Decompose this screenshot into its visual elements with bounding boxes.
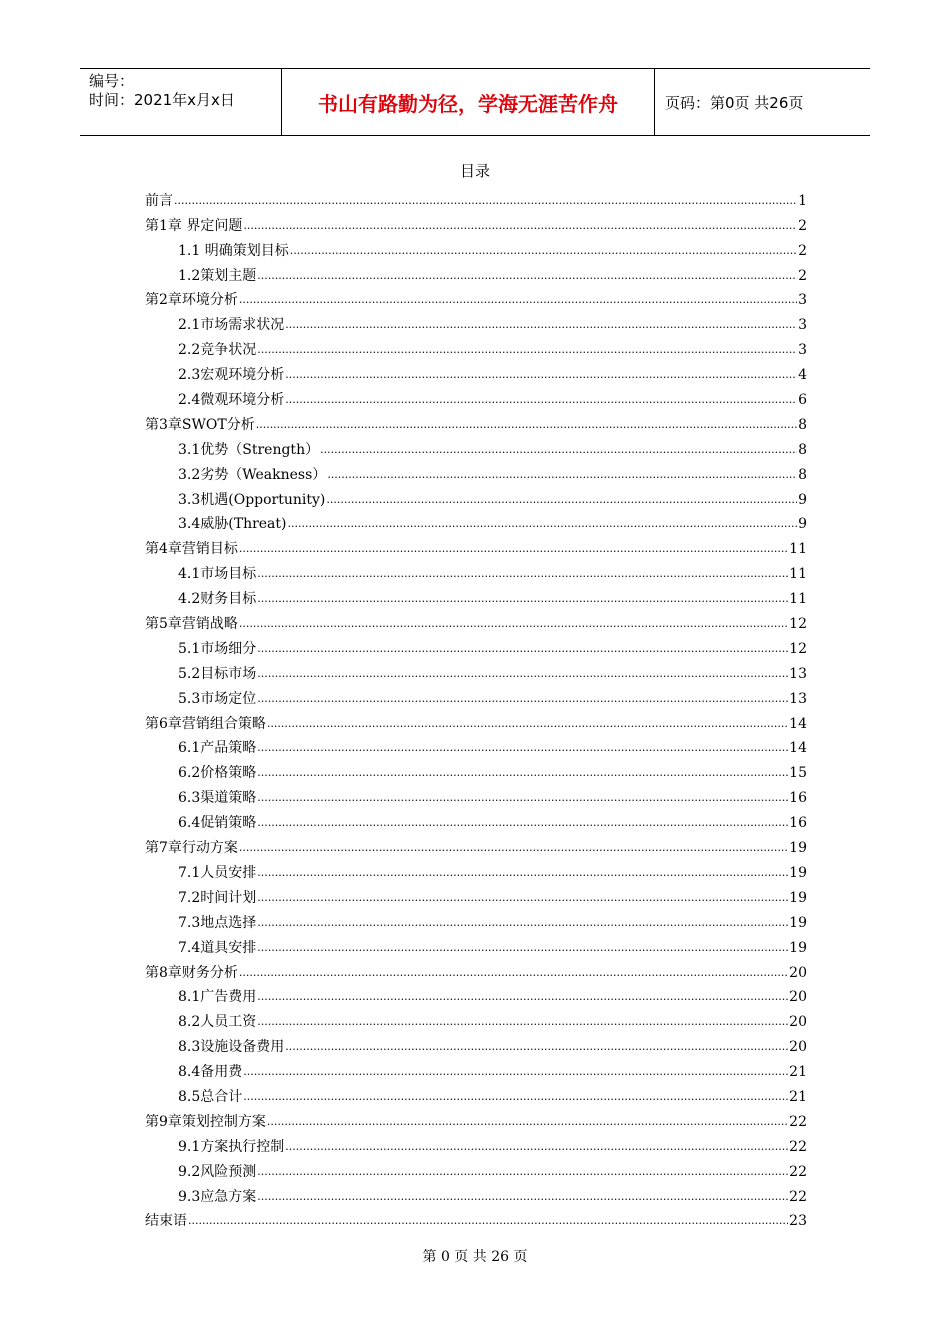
toc-entry-label: 第3章SWOT分析 — [145, 416, 255, 433]
toc-entry[interactable] — [145, 932, 807, 957]
toc-entry-label: 1.2策划主题 — [178, 267, 257, 284]
toc-entry-page: 11 — [789, 541, 807, 558]
toc-dot-leader — [257, 789, 788, 807]
toc-entry-label: 第4章营销目标 — [145, 541, 238, 558]
toc-dot-leader — [257, 267, 797, 285]
toc-dot-leader — [257, 1013, 788, 1031]
toc-entry-page: 12 — [789, 616, 807, 633]
toc-entry-page: 22 — [789, 1163, 807, 1180]
toc-entry[interactable] — [145, 185, 807, 210]
toc-entry[interactable] — [145, 1156, 807, 1181]
toc-entry[interactable] — [145, 757, 807, 782]
toc-dot-leader — [257, 590, 788, 608]
toc-entry[interactable] — [145, 1181, 807, 1206]
toc-dot-leader — [285, 391, 797, 409]
toc-entry[interactable] — [145, 708, 807, 733]
toc-entry-page: 22 — [789, 1188, 807, 1205]
toc-entry-page: 14 — [789, 740, 807, 757]
toc-entry-page: 19 — [789, 889, 807, 906]
toc-dot-leader — [239, 540, 788, 558]
toc-entry[interactable] — [145, 982, 807, 1007]
toc-entry[interactable] — [145, 1106, 807, 1131]
toc-dot-leader — [239, 615, 788, 633]
toc-entry[interactable] — [145, 1031, 807, 1056]
toc-entry-label: 2.3宏观环境分析 — [178, 367, 285, 384]
toc-entry[interactable] — [145, 434, 807, 459]
toc-entry[interactable] — [145, 1081, 807, 1106]
toc-dot-leader — [320, 441, 797, 459]
toc-entry-page: 9 — [798, 491, 807, 508]
toc-dot-leader — [257, 1188, 788, 1206]
header-page-cell — [655, 69, 870, 135]
toc-dot-leader — [239, 839, 788, 857]
toc-entry-page: 16 — [789, 815, 807, 832]
toc-entry-label: 5.1市场细分 — [178, 640, 257, 657]
toc-entry-page: 14 — [789, 715, 807, 732]
toc-entry-label: 8.1广告费用 — [178, 989, 257, 1006]
toc-dot-leader — [285, 1038, 788, 1056]
toc-entry-label: 2.4微观环境分析 — [178, 392, 285, 409]
toc-dot-leader — [257, 565, 788, 583]
toc-entry[interactable] — [145, 285, 807, 310]
toc-entry-label: 9.3应急方案 — [178, 1188, 257, 1205]
toc-entry[interactable] — [145, 359, 807, 384]
toc-dot-leader — [257, 690, 788, 708]
toc-entry-label: 前言 — [145, 192, 173, 209]
toc-entry-label: 4.2财务目标 — [178, 591, 257, 608]
toc-entry-label: 第1章 界定问题 — [145, 217, 243, 234]
toc-entry-page: 16 — [789, 790, 807, 807]
toc-entry[interactable] — [145, 558, 807, 583]
toc-entry[interactable] — [145, 882, 807, 907]
toc-entry-label: 2.2竞争状况 — [178, 342, 257, 359]
toc-entry-page: 8 — [798, 416, 807, 433]
toc-entry[interactable] — [145, 235, 807, 260]
toc-entry[interactable] — [145, 1056, 807, 1081]
toc-dot-leader — [239, 291, 797, 309]
toc-entry-page: 15 — [789, 765, 807, 782]
toc-entry-label: 8.2人员工资 — [178, 1014, 257, 1031]
document-time-label: 时间：2021年x月x日 — [89, 91, 235, 109]
toc-entry-page: 8 — [798, 466, 807, 483]
toc-entry[interactable] — [145, 1206, 807, 1231]
toc-entry-page: 19 — [789, 914, 807, 931]
page-footer: 第 0 页 共 26 页 — [422, 1249, 528, 1265]
toc-dot-leader — [290, 242, 797, 260]
toc-dot-leader — [257, 939, 788, 957]
toc-entry-page: 2 — [798, 217, 807, 234]
toc-entry-label: 5.3市场定位 — [178, 690, 257, 707]
toc-entry-label: 4.1市场目标 — [178, 566, 257, 583]
toc-entry[interactable] — [145, 832, 807, 857]
toc-entry[interactable] — [145, 509, 807, 534]
toc-entry-label: 7.1人员安排 — [178, 864, 257, 881]
toc-entry-label: 2.1市场需求状况 — [178, 317, 285, 334]
toc-entry-page: 20 — [789, 1039, 807, 1056]
toc-entry-label: 第9章策划控制方案 — [145, 1113, 266, 1130]
toc-entry-page: 13 — [789, 690, 807, 707]
toc-dot-leader — [257, 1163, 788, 1181]
toc-dot-leader — [243, 1063, 788, 1081]
toc-entry-page: 6 — [798, 392, 807, 409]
header-motto-cell — [282, 69, 655, 135]
toc-entry[interactable] — [145, 409, 807, 434]
toc-entry-label: 5.2目标市场 — [178, 665, 257, 682]
toc-dot-leader — [257, 640, 788, 658]
toc-entry[interactable] — [145, 807, 807, 832]
toc-entry-page: 4 — [798, 367, 807, 384]
toc-entry-label: 9.1方案执行控制 — [178, 1138, 285, 1155]
toc-entry-page: 8 — [798, 441, 807, 458]
toc-dot-leader — [174, 192, 797, 210]
toc-entry[interactable] — [145, 1006, 807, 1031]
toc-entry[interactable] — [145, 658, 807, 683]
toc-entry[interactable] — [145, 384, 807, 409]
toc-dot-leader — [257, 341, 797, 359]
toc-dot-leader — [257, 988, 788, 1006]
toc-entry-label: 8.5总合计 — [178, 1088, 243, 1105]
toc-entry-page: 19 — [789, 864, 807, 881]
toc-entry-page: 11 — [789, 566, 807, 583]
toc-dot-leader — [288, 515, 798, 533]
toc-entry-page: 13 — [789, 665, 807, 682]
toc-entry-label: 3.2劣势（Weakness） — [178, 466, 327, 483]
toc-entry[interactable] — [145, 334, 807, 359]
header-info-cell — [80, 69, 282, 135]
toc-dot-leader — [326, 491, 797, 509]
toc-entry-label: 6.1产品策略 — [178, 740, 257, 757]
toc-entry[interactable] — [145, 583, 807, 608]
toc-dot-leader — [257, 665, 788, 683]
toc-dot-leader — [243, 1088, 788, 1106]
toc-entry[interactable] — [145, 857, 807, 882]
toc-dot-leader — [257, 739, 788, 757]
toc-entry[interactable] — [145, 608, 807, 633]
toc-entry-page: 1 — [798, 192, 807, 209]
toc-entry-label: 结束语 — [145, 1213, 187, 1230]
toc-entry-label: 1.1 明确策划目标 — [178, 242, 289, 259]
toc-entry-page: 22 — [789, 1138, 807, 1155]
toc-entry-label: 6.3渠道策略 — [178, 790, 257, 807]
header-motto: 书山有路勤为径，学海无涯苦作舟 — [318, 91, 618, 116]
toc-dot-leader — [257, 889, 788, 907]
toc-dot-leader — [327, 466, 797, 484]
document-number-label: 编号： — [89, 72, 135, 90]
toc-dot-leader — [285, 316, 797, 334]
toc-entry[interactable] — [145, 260, 807, 285]
toc-entry-label: 第7章行动方案 — [145, 840, 238, 857]
toc-dot-leader — [257, 914, 788, 932]
toc-entry-label: 7.4道具安排 — [178, 939, 257, 956]
toc-entry[interactable] — [145, 907, 807, 932]
toc-entry[interactable] — [145, 633, 807, 658]
toc-dot-leader — [239, 964, 788, 982]
toc-entry-label: 3.1优势（Strength） — [178, 441, 320, 458]
toc-entry-label: 第5章营销战略 — [145, 616, 238, 633]
toc-entry-page: 3 — [798, 342, 807, 359]
toc-entry-page: 3 — [798, 317, 807, 334]
toc-entry[interactable] — [145, 683, 807, 708]
page-header — [80, 68, 870, 136]
toc-entry-page: 20 — [789, 989, 807, 1006]
toc-dot-leader — [243, 217, 797, 235]
toc-entry-page: 2 — [798, 242, 807, 259]
toc-dot-leader — [188, 1212, 788, 1230]
toc-dot-leader — [285, 366, 797, 384]
toc-entry-page: 21 — [789, 1064, 807, 1081]
toc-entry-page: 19 — [789, 939, 807, 956]
toc-entry[interactable] — [145, 733, 807, 758]
toc-entry-label: 第2章环境分析 — [145, 292, 238, 309]
toc-entry[interactable] — [145, 210, 807, 235]
toc-entry-page: 2 — [798, 267, 807, 284]
toc-dot-leader — [257, 814, 788, 832]
toc-entry[interactable] — [145, 533, 807, 558]
table-of-contents — [145, 185, 807, 1230]
toc-entry-page: 21 — [789, 1088, 807, 1105]
toc-entry-label: 8.3设施设备费用 — [178, 1039, 285, 1056]
toc-title: 目录 — [459, 162, 490, 180]
toc-entry-label: 9.2风险预测 — [178, 1163, 257, 1180]
toc-dot-leader — [257, 764, 788, 782]
toc-entry-label: 6.4促销策略 — [178, 815, 257, 832]
toc-entry-page: 23 — [789, 1213, 807, 1230]
toc-entry[interactable] — [145, 957, 807, 982]
toc-entry-page: 20 — [789, 1014, 807, 1031]
toc-entry-page: 22 — [789, 1113, 807, 1130]
toc-dot-leader — [285, 1138, 788, 1156]
toc-entry-page: 9 — [798, 516, 807, 533]
toc-entry-label: 3.4威胁(Threat) — [178, 516, 287, 533]
toc-entry[interactable] — [145, 484, 807, 509]
toc-entry-page: 3 — [798, 292, 807, 309]
toc-entry-page: 20 — [789, 964, 807, 981]
toc-entry-label: 7.2时间计划 — [178, 889, 257, 906]
toc-entry-label: 第6章营销组合策略 — [145, 715, 266, 732]
toc-dot-leader — [267, 715, 788, 733]
toc-entry[interactable] — [145, 782, 807, 807]
toc-entry-page: 19 — [789, 840, 807, 857]
toc-entry-label: 7.3地点选择 — [178, 914, 257, 931]
toc-entry-label: 6.2价格策略 — [178, 765, 257, 782]
toc-dot-leader — [256, 416, 797, 434]
toc-entry[interactable] — [145, 459, 807, 484]
toc-entry-label: 第8章财务分析 — [145, 964, 238, 981]
toc-dot-leader — [267, 1113, 788, 1131]
header-page-info: 页码：第0页 共26页 — [665, 93, 804, 112]
toc-dot-leader — [257, 864, 788, 882]
toc-entry-page: 11 — [789, 591, 807, 608]
toc-entry[interactable] — [145, 1131, 807, 1156]
toc-entry-page: 12 — [789, 640, 807, 657]
toc-entry[interactable] — [145, 309, 807, 334]
toc-entry-label: 3.3机遇(Opportunity) — [178, 491, 326, 508]
toc-entry-label: 8.4备用费 — [178, 1064, 243, 1081]
